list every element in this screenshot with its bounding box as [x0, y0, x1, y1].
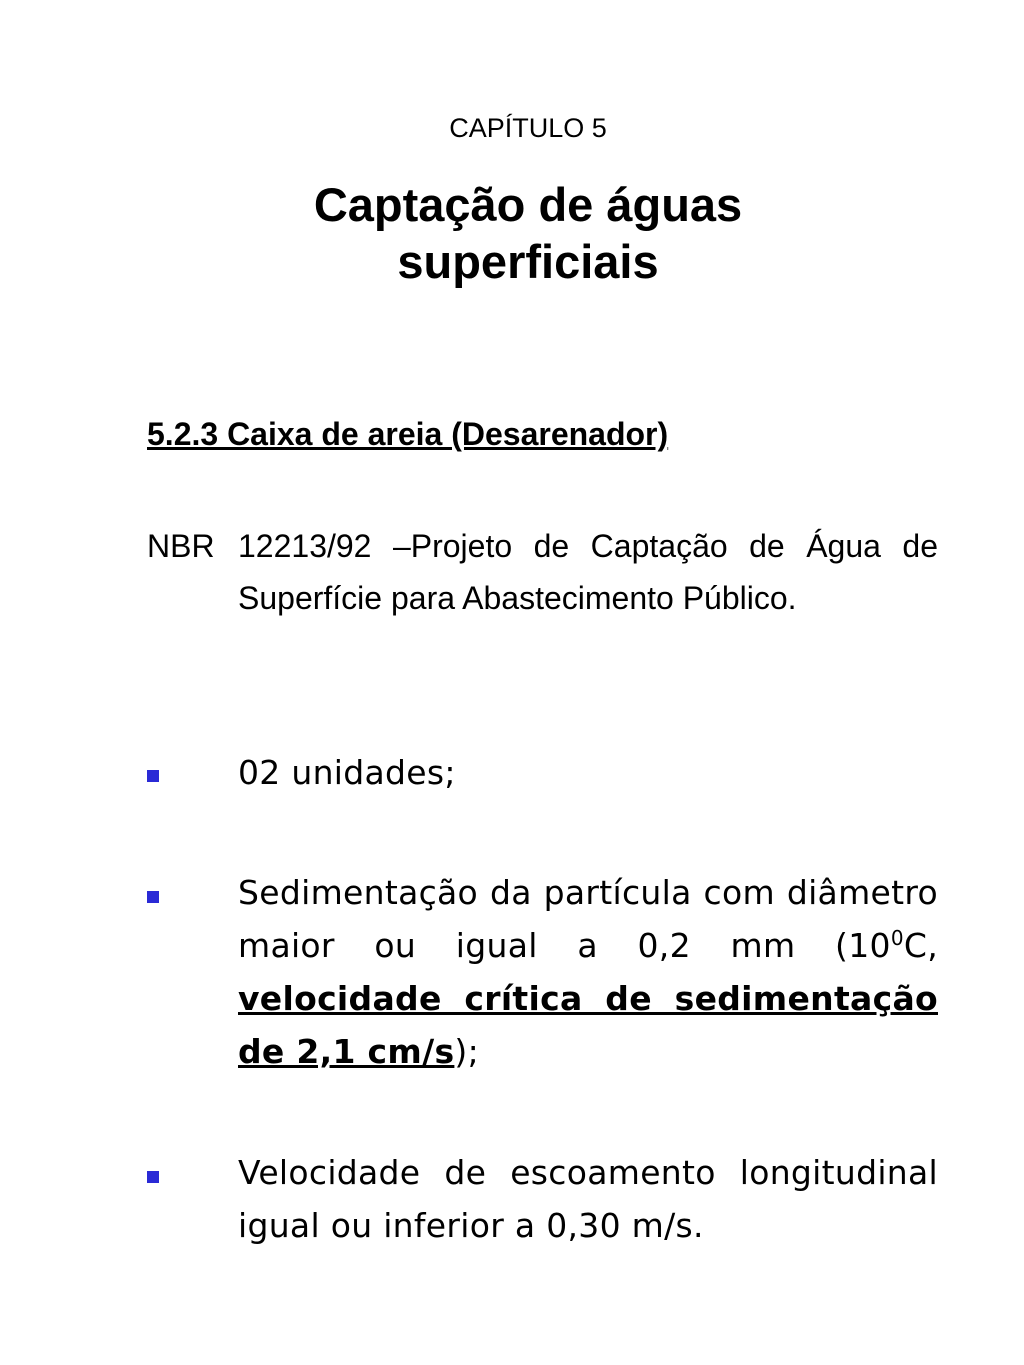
bullet-emphasis: velocidade crítica de sedimentação de 2,1 cm/s [238, 979, 938, 1071]
nbr-code-wrap [147, 528, 238, 564]
bullet-text-end: ); [454, 1032, 479, 1071]
nbr-reference [147, 520, 938, 624]
bullet-text: 02 unidades; [238, 753, 456, 792]
bullet-item-units [147, 746, 938, 799]
superscript-degree: 0 [890, 926, 904, 950]
nbr-text: 12213/92 –Projeto de Captação de Água de Superfície para Abastecimento Público. [238, 528, 938, 616]
square-bullet-icon [147, 1171, 159, 1183]
page-title [0, 176, 1024, 290]
section-heading: 5.2.3 Caixa de areia (Desarenador) [147, 416, 669, 452]
page-title-line-2: superficiais [397, 235, 659, 288]
bullet-text-mid: C, [903, 926, 938, 965]
square-bullet-icon [147, 891, 159, 903]
square-bullet-icon [147, 770, 159, 782]
bullet-text [238, 866, 938, 1078]
chapter-label: CAPÍTULO 5 [449, 113, 607, 143]
bullet-item-sedimentation [147, 866, 938, 1078]
bullet-text-start: Sedimentação da partícula com diâmetro maior ou igual a 0,2 mm (10 [238, 873, 938, 965]
bullet-item-velocity [147, 1146, 938, 1252]
page-title-line-1: Captação de águas [313, 178, 743, 231]
nbr-reference-body [147, 520, 938, 624]
nbr-code: NBR [147, 528, 215, 564]
bullet-text: Velocidade de escoamento longitudinal igual ou inferior a 0,30 m/s. [238, 1153, 938, 1245]
